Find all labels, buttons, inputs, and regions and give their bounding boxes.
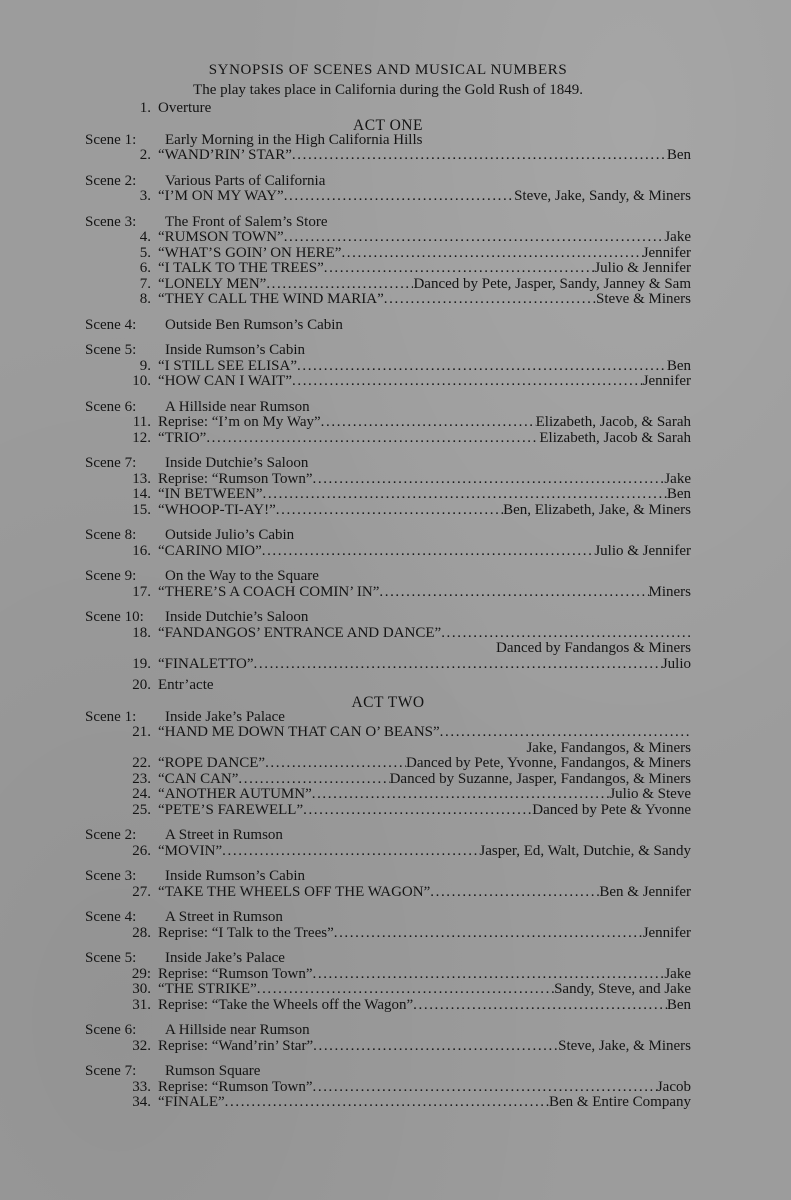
scene-heading: [85, 1023, 691, 1039]
number-index: 5.: [139, 244, 151, 261]
scene-title: Outside Ben Rumson’s Cabin: [165, 316, 343, 333]
dot-leader: [384, 292, 596, 308]
scene-block: [85, 1023, 691, 1054]
dot-leader: [441, 626, 691, 642]
scene-label: Scene 1:: [85, 708, 137, 725]
performers: Danced by Pete & Yvonne: [532, 801, 691, 818]
entracte-line: [85, 678, 691, 694]
scene-title: Rumson Square: [165, 1063, 261, 1079]
dot-leader: [413, 998, 667, 1014]
song-title: “WHAT’S GOIN’ ON HERE”: [158, 244, 342, 261]
performers: Steve & Miners: [596, 291, 691, 307]
musical-number-row: [85, 967, 691, 983]
scene-heading: [85, 343, 691, 359]
musical-number-row: [85, 189, 691, 205]
number-index: 23.: [132, 770, 151, 787]
scene-block: [85, 174, 691, 205]
scene-label: Scene 6:: [85, 398, 137, 415]
dot-leader: [263, 487, 667, 503]
scene-heading: [85, 610, 691, 626]
scene-heading: [85, 318, 691, 334]
dot-leader: [206, 431, 539, 447]
song-title: “LONELY MEN”: [158, 275, 267, 292]
musical-number-row: [85, 1095, 691, 1111]
number-index: 32.: [132, 1037, 151, 1054]
dot-leader: [238, 772, 389, 788]
scene-label: Scene 8:: [85, 527, 137, 543]
scene-title: A Street in Rumson: [165, 909, 283, 925]
musical-number-row: [85, 803, 691, 819]
number-index: 17.: [132, 583, 151, 600]
number-index: 10.: [132, 373, 151, 389]
number-index: 34.: [132, 1094, 151, 1110]
performers: Jacob: [656, 1078, 691, 1095]
act-one-heading: ACT ONE: [353, 116, 423, 134]
number-index: 4.: [139, 229, 151, 245]
scene-block: [85, 215, 691, 308]
performers: Ben: [666, 486, 691, 502]
dot-leader: [225, 1095, 549, 1111]
musical-number-row: [85, 246, 691, 262]
musical-number-row: [85, 261, 691, 277]
scene-title: On the Way to the Square: [165, 568, 319, 584]
number-index: 25.: [132, 801, 151, 818]
performers: Elizabeth, Jacob & Sarah: [539, 429, 691, 446]
scene-label: Scene 2:: [85, 172, 137, 189]
dot-leader: [222, 844, 479, 860]
song-title: “HOW CAN I WAIT”: [158, 373, 292, 389]
number-index: 19.: [132, 655, 151, 672]
musical-number-row: [85, 626, 691, 642]
scene-title: Early Morning in the High California Hills: [165, 131, 423, 148]
number-index: 20.: [132, 677, 151, 693]
dot-leader: [292, 374, 643, 390]
song-title: “MOVIN”: [158, 842, 223, 859]
number-index: 24.: [132, 786, 151, 802]
scene-block: [85, 456, 691, 518]
performers: Danced by Suzanne, Jasper, Fandangos, & Miners: [389, 770, 691, 787]
number-index: 16.: [132, 542, 151, 559]
song-title: Reprise: “Take the Wheels off the Wagon”: [158, 996, 414, 1013]
synopsis: [85, 62, 691, 1111]
scene-block: [85, 1064, 691, 1111]
musical-number-row: [85, 787, 691, 803]
song-title: “I STILL SEE ELISA”: [158, 357, 297, 374]
song-title: Reprise: “I’m on My Way”: [158, 414, 321, 430]
scene-title: Inside Dutchie’s Saloon: [165, 455, 309, 471]
act-two-heading: ACT TWO: [351, 693, 425, 711]
number-index: 1.: [139, 100, 151, 116]
scene-label: Scene 2:: [85, 827, 137, 843]
scene-label: Scene 7:: [85, 455, 137, 471]
number-index: 6.: [139, 260, 151, 276]
performers: Jake: [664, 229, 691, 245]
dot-leader: [313, 1039, 558, 1055]
scene-title: Inside Rumson’s Cabin: [165, 342, 306, 358]
dot-leader: [262, 544, 595, 560]
performers-continued: Jake, Fandangos, & Miners: [526, 739, 691, 756]
performers: Steve, Jake, Sandy, & Miners: [514, 188, 691, 204]
song-title: Reprise: “Rumson Town”: [158, 1078, 313, 1095]
number-index: 8.: [139, 291, 151, 307]
scene-block: [85, 869, 691, 900]
scene-label: Scene 10:: [85, 609, 144, 625]
number-index: 11.: [132, 414, 151, 430]
performers: Jennifer: [642, 244, 691, 261]
number-index: 27.: [132, 883, 151, 900]
scene-title: A Street in Rumson: [165, 827, 283, 843]
number-index: 15.: [132, 501, 151, 518]
scene-title: Various Parts of California: [165, 172, 326, 189]
musical-number-row: [85, 374, 691, 390]
song-title: “CARINO MIO”: [158, 542, 262, 559]
dot-leader: [379, 585, 648, 601]
scene-label: Scene 5:: [85, 950, 137, 966]
performers: Julio: [661, 655, 691, 672]
musical-number-row: [85, 487, 691, 503]
song-title: “FINALETTO”: [158, 655, 254, 672]
song-title: “TAKE THE WHEELS OFF THE WAGON”: [158, 883, 431, 900]
song-title: Reprise: “Wand’rin’ Star”: [158, 1037, 314, 1054]
dot-leader: [430, 885, 599, 901]
song-title: “RUMSON TOWN”: [158, 229, 284, 245]
scene-block: [85, 710, 691, 819]
song-title: Reprise: “Rumson Town”: [158, 470, 313, 487]
number-index: 22.: [132, 755, 151, 771]
performers: Julio & Steve: [609, 786, 691, 802]
act-two-scenes: [85, 710, 691, 1111]
dot-leader: [254, 657, 662, 673]
scene-heading: [85, 133, 691, 149]
dot-leader: [313, 1080, 657, 1096]
musical-number-row: [85, 982, 691, 998]
song-title: “FANDANGOS’ ENTRANCE AND DANCE”: [158, 624, 442, 641]
performers: Ben & Jennifer: [599, 883, 691, 900]
scene-title: The Front of Salem’s Store: [165, 213, 328, 230]
scene-block: [85, 951, 691, 1013]
scene-heading: [85, 869, 691, 885]
dot-leader: [303, 803, 532, 819]
scene-block: [85, 828, 691, 859]
musical-number-row: [85, 544, 691, 560]
dot-leader: [284, 189, 514, 205]
number-index: 31.: [132, 996, 151, 1013]
dot-leader: [292, 148, 667, 164]
musical-number-row: [85, 148, 691, 164]
song-title: “CAN CAN”: [158, 770, 239, 787]
scene-label: Scene 3:: [85, 213, 137, 230]
song-title: “IN BETWEEN”: [158, 486, 263, 502]
song-title: “PETE’S FAREWELL”: [158, 801, 304, 818]
musical-number-row: [85, 503, 691, 519]
number-title: Overture: [158, 100, 212, 116]
musical-number-row: [85, 292, 691, 308]
performers: Ben, Elizabeth, Jake, & Miners: [503, 501, 691, 518]
dot-leader: [266, 277, 413, 293]
scene-title: Inside Jake’s Palace: [165, 708, 285, 725]
song-title: “THERE’S A COACH COMIN’ IN”: [158, 583, 380, 600]
number-index: 12.: [132, 429, 151, 446]
musical-number-row: [85, 772, 691, 788]
performers: Ben & Entire Company: [548, 1094, 691, 1110]
number-index: 3.: [139, 188, 151, 204]
performers: Sandy, Steve, and Jake: [554, 981, 691, 997]
scene-block: [85, 400, 691, 447]
dot-leader: [284, 230, 665, 246]
scene-block: [85, 528, 691, 559]
scene-label: Scene 6:: [85, 1022, 137, 1038]
performers: Julio & Jennifer: [594, 542, 691, 559]
performers-continued: Danced by Fandangos & Miners: [496, 640, 691, 656]
musical-number-row: [85, 1039, 691, 1055]
overture-line: [85, 101, 691, 117]
musical-number-row: [85, 431, 691, 447]
scene-label: Scene 4:: [85, 316, 137, 333]
number-index: 28.: [132, 924, 151, 941]
page-subtitle: The play takes place in California during the Gold Rush of 1849.: [193, 82, 583, 98]
scene-heading: [85, 215, 691, 231]
musical-number-row: [85, 844, 691, 860]
song-title: “ROPE DANCE”: [158, 755, 266, 771]
musical-number-row: [85, 725, 691, 741]
scene-title: A Hillside near Rumson: [165, 398, 310, 415]
song-title: Reprise: “I Talk to the Trees”: [158, 924, 334, 941]
scene-title: Inside Rumson’s Cabin: [165, 868, 306, 884]
dot-leader: [276, 503, 503, 519]
performers: Steve, Jake, & Miners: [558, 1037, 691, 1054]
scene-heading: [85, 910, 691, 926]
scene-label: Scene 4:: [85, 909, 137, 925]
song-title: “TRIO”: [158, 429, 207, 446]
scene-heading: [85, 1064, 691, 1080]
song-title: “FINALE”: [158, 1094, 225, 1110]
song-title: Reprise: “Rumson Town”: [158, 965, 313, 982]
dot-leader: [257, 982, 554, 998]
performers: Julio & Jennifer: [594, 260, 691, 276]
musical-number-row: [85, 998, 691, 1014]
scene-title: Outside Julio’s Cabin: [165, 527, 295, 543]
number-index: 33.: [132, 1078, 151, 1095]
performers: Jake: [664, 965, 691, 982]
number-index: 13.: [132, 470, 151, 487]
act-one-scenes: [85, 133, 691, 673]
performers: Elizabeth, Jacob, & Sarah: [535, 414, 691, 430]
scene-title: A Hillside near Rumson: [165, 1022, 310, 1038]
dot-leader: [341, 246, 642, 262]
song-title: “WAND’RIN’ STAR”: [158, 147, 292, 163]
song-title: “HAND ME DOWN THAT CAN O’ BEANS”: [158, 724, 440, 740]
performers: Jasper, Ed, Walt, Dutchie, & Sandy: [479, 842, 691, 859]
musical-number-row: [85, 415, 691, 431]
musical-number-row: [85, 230, 691, 246]
scene-block: [85, 318, 691, 334]
song-title: “I’M ON MY WAY”: [158, 188, 284, 204]
dot-leader: [313, 967, 665, 983]
dot-leader: [334, 926, 643, 942]
number-index: 7.: [139, 275, 151, 292]
number-index: 18.: [132, 624, 151, 641]
musical-number-row: [85, 926, 691, 942]
number-index: 9.: [139, 357, 151, 374]
musical-number-row: [85, 756, 691, 772]
number-index: 21.: [132, 724, 151, 740]
scene-block: [85, 610, 691, 672]
scene-block: [85, 343, 691, 390]
scene-label: Scene 5:: [85, 342, 137, 358]
dot-leader: [440, 725, 691, 741]
scene-label: Scene 7:: [85, 1063, 137, 1079]
song-title: “WHOOP-TI-AY!”: [158, 501, 276, 518]
number-index: 2.: [139, 147, 151, 163]
musical-number-row: [85, 277, 691, 293]
performers: Danced by Pete, Yvonne, Fandangos, & Miners: [406, 755, 691, 771]
scene-block: [85, 569, 691, 600]
scene-heading: [85, 828, 691, 844]
performers: Jennifer: [642, 924, 691, 941]
performers: Ben: [666, 996, 691, 1013]
musical-number-row: [85, 585, 691, 601]
scene-label: Scene 1:: [85, 131, 137, 148]
musical-number-row: [85, 472, 691, 488]
musical-number-row: [85, 359, 691, 375]
dot-leader: [324, 261, 595, 277]
scene-label: Scene 9:: [85, 568, 137, 584]
dot-leader: [297, 359, 667, 375]
number-index: 30.: [132, 981, 151, 997]
musical-number-row: [85, 885, 691, 901]
scene-title: Inside Jake’s Palace: [165, 950, 285, 966]
scene-block: [85, 910, 691, 941]
scene-title: Inside Dutchie’s Saloon: [165, 609, 309, 625]
scene-heading: [85, 400, 691, 416]
number-index: 29:: [131, 965, 151, 982]
song-title: “THE STRIKE”: [158, 981, 257, 997]
scene-heading: [85, 528, 691, 544]
performers: Miners: [648, 583, 691, 600]
scene-heading: [85, 951, 691, 967]
dot-leader: [313, 472, 665, 488]
performers: Jennifer: [642, 373, 691, 389]
performers: Ben: [666, 357, 691, 374]
song-title: “THEY CALL THE WIND MARIA”: [158, 291, 384, 307]
performers: Ben: [666, 147, 691, 163]
number-index: 14.: [132, 486, 151, 502]
dot-leader: [312, 787, 610, 803]
scene-label: Scene 3:: [85, 868, 137, 884]
number-index: 26.: [132, 842, 151, 859]
scene-heading: [85, 456, 691, 472]
scene-block: [85, 133, 691, 164]
performers: Jake: [664, 470, 691, 487]
dot-leader: [321, 415, 536, 431]
musical-number-row: [85, 657, 691, 673]
scene-heading: [85, 174, 691, 190]
scene-heading: [85, 569, 691, 585]
scene-heading: [85, 710, 691, 726]
number-title: Entr’acte: [158, 677, 214, 693]
musical-number-row: [85, 1080, 691, 1096]
dot-leader: [265, 756, 406, 772]
performers: Danced by Pete, Jasper, Sandy, Janney & Sam: [413, 275, 691, 292]
song-title: “I TALK TO THE TREES”: [158, 260, 324, 276]
song-title: “ANOTHER AUTUMN”: [158, 786, 312, 802]
page-title: SYNOPSIS OF SCENES AND MUSICAL NUMBERS: [208, 62, 568, 78]
